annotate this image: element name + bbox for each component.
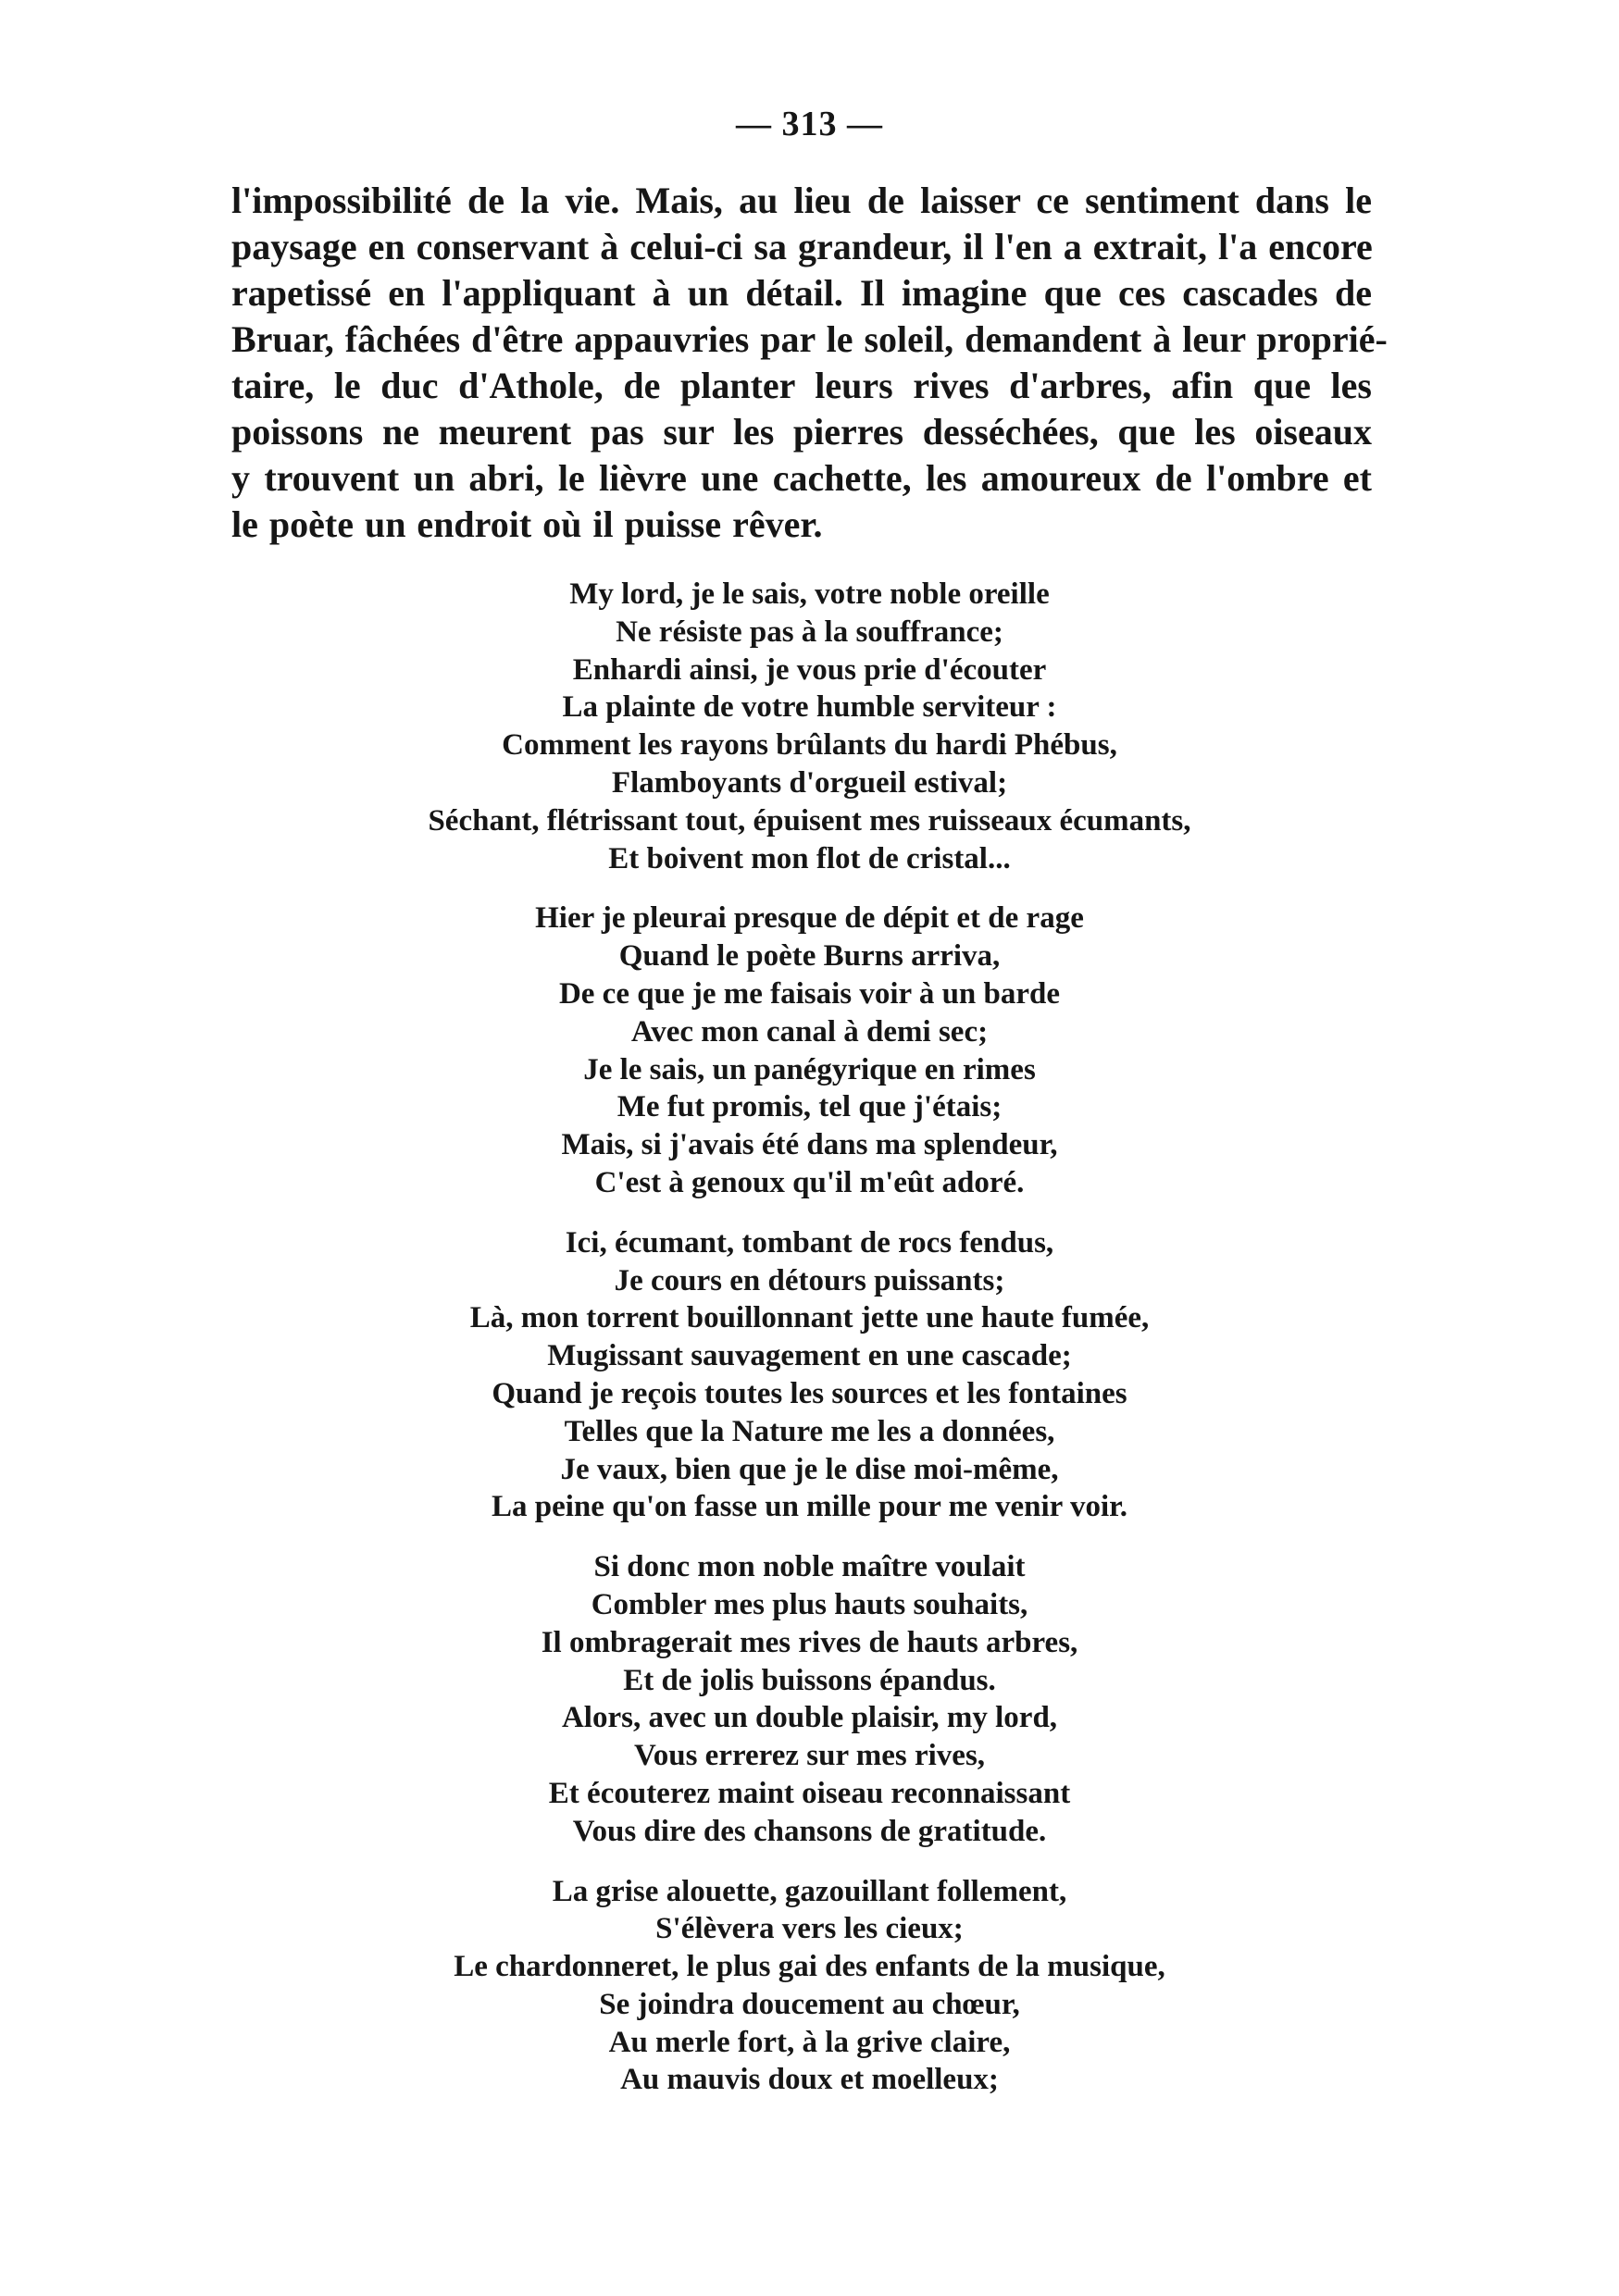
verse-line: La grise alouette, gazouillant follement, xyxy=(552,1874,1067,1908)
verse-line: Telles que la Nature me les a données, xyxy=(564,1414,1055,1448)
verse-line: Et boivent mon flot de cristal... xyxy=(608,841,1011,875)
verse-line: Je vaux, bien que je le dise moi-même, xyxy=(560,1452,1059,1486)
verse-line: Et écouterez maint oiseau reconnaissant xyxy=(548,1776,1071,1810)
poem xyxy=(0,576,1619,2121)
verse-line: La plainte de votre humble serviteur : xyxy=(562,690,1057,725)
verse-line: Il ombragerait mes rives de hauts arbres, xyxy=(541,1625,1078,1659)
page-number: — 313 — xyxy=(736,105,883,143)
prose-paragraph xyxy=(231,178,1388,548)
verse-line: Et de jolis buissons épandus. xyxy=(623,1663,996,1697)
verse-line: La peine qu'on fasse un mille pour me venir voir. xyxy=(492,1490,1127,1524)
verse-line: Je le sais, un panégyrique en rimes xyxy=(583,1052,1036,1086)
verse-line: Avec mon canal à demi sec; xyxy=(630,1014,989,1049)
prose-line: rapetissé en l'appliquant à un détail. Il imagine que ces cascades de xyxy=(231,272,1372,314)
verse-line: Le chardonneret, le plus gai des enfants de la musique, xyxy=(454,1950,1165,1984)
prose-line: taire, le duc d'Athole, de planter leurs rives d'arbres, afin que les xyxy=(231,365,1372,406)
verse-line: Quand le poète Burns arriva, xyxy=(618,939,1001,974)
prose-line: l'impossibilité de la vie. Mais, au lieu de laisser ce sentiment dans le xyxy=(231,180,1372,221)
verse-line: Ne résiste pas à la souffrance; xyxy=(616,614,1003,649)
verse-line: Hier je pleurai presque de dépit et de rage xyxy=(535,901,1084,936)
verse-line: Flamboyants d'orgueil estival; xyxy=(611,765,1008,800)
verse-line: Combler mes plus hauts souhaits, xyxy=(591,1587,1028,1621)
verse-line: Mais, si j'avais été dans ma splendeur, xyxy=(561,1128,1058,1162)
verse-line: Alors, avec un double plaisir, my lord, xyxy=(561,1701,1058,1735)
verse-line: Si donc mon noble maître voulait xyxy=(593,1550,1026,1584)
verse-line: Ici, écumant, tombant de rocs fendus, xyxy=(565,1225,1054,1260)
prose-line: Bruar, fâchées d'être appauvries par le soleil, demandent à leur proprié- xyxy=(231,318,1388,360)
verse-line: My lord, je le sais, votre noble oreille xyxy=(569,577,1050,611)
prose-line: paysage en conservant à celui-ci sa grandeur, il l'en a extrait, l'a encore xyxy=(231,226,1373,267)
verse-line: Enhardi ainsi, je vous prie d'écouter xyxy=(572,652,1047,687)
verse-line: Je cours en détours puissants; xyxy=(614,1263,1005,1297)
verse-line: Vous dire des chansons de gratitude. xyxy=(572,1814,1047,1848)
verse-line: Séchant, flétrissant tout, épuisent mes ruisseaux écumants, xyxy=(428,803,1191,838)
verse-line: De ce que je me faisais voir à un barde xyxy=(558,976,1061,1011)
verse-line: Se joindra doucement au chœur, xyxy=(599,1987,1020,2021)
verse-line: C'est à genoux qu'il m'eût adoré. xyxy=(594,1165,1025,1199)
prose-line: y trouvent un abri, le lièvre une cachette, les amoureux de l'ombre et xyxy=(231,457,1372,499)
verse-line: S'élèvera vers les cieux; xyxy=(655,1912,964,1946)
prose-line: poissons ne meurent pas sur les pierres desséchées, que les oiseaux xyxy=(231,411,1372,453)
poem-stanza xyxy=(0,900,1619,1201)
poem-stanza xyxy=(0,1224,1619,1526)
verse-line: Mugissant sauvagement en une cascade; xyxy=(547,1339,1072,1373)
prose-line: le poète un endroit où il puisse rêver. xyxy=(231,503,823,545)
verse-line: Comment les rayons brûlants du hardi Phébus, xyxy=(502,728,1117,763)
poem-stanza xyxy=(0,1873,1619,2100)
verse-line: Là, mon torrent bouillonnant jette une haute fumée, xyxy=(469,1301,1150,1335)
verse-line: Au merle fort, à la grive claire, xyxy=(608,2025,1011,2059)
poem-stanza xyxy=(0,1548,1619,1850)
verse-line: Quand je reçois toutes les sources et les fontaines xyxy=(492,1376,1127,1410)
verse-line: Vous errerez sur mes rives, xyxy=(633,1739,986,1773)
verse-line: Au mauvis doux et moelleux; xyxy=(620,2063,999,2097)
poem-stanza xyxy=(0,576,1619,877)
verse-line: Me fut promis, tel que j'étais; xyxy=(616,1090,1003,1124)
